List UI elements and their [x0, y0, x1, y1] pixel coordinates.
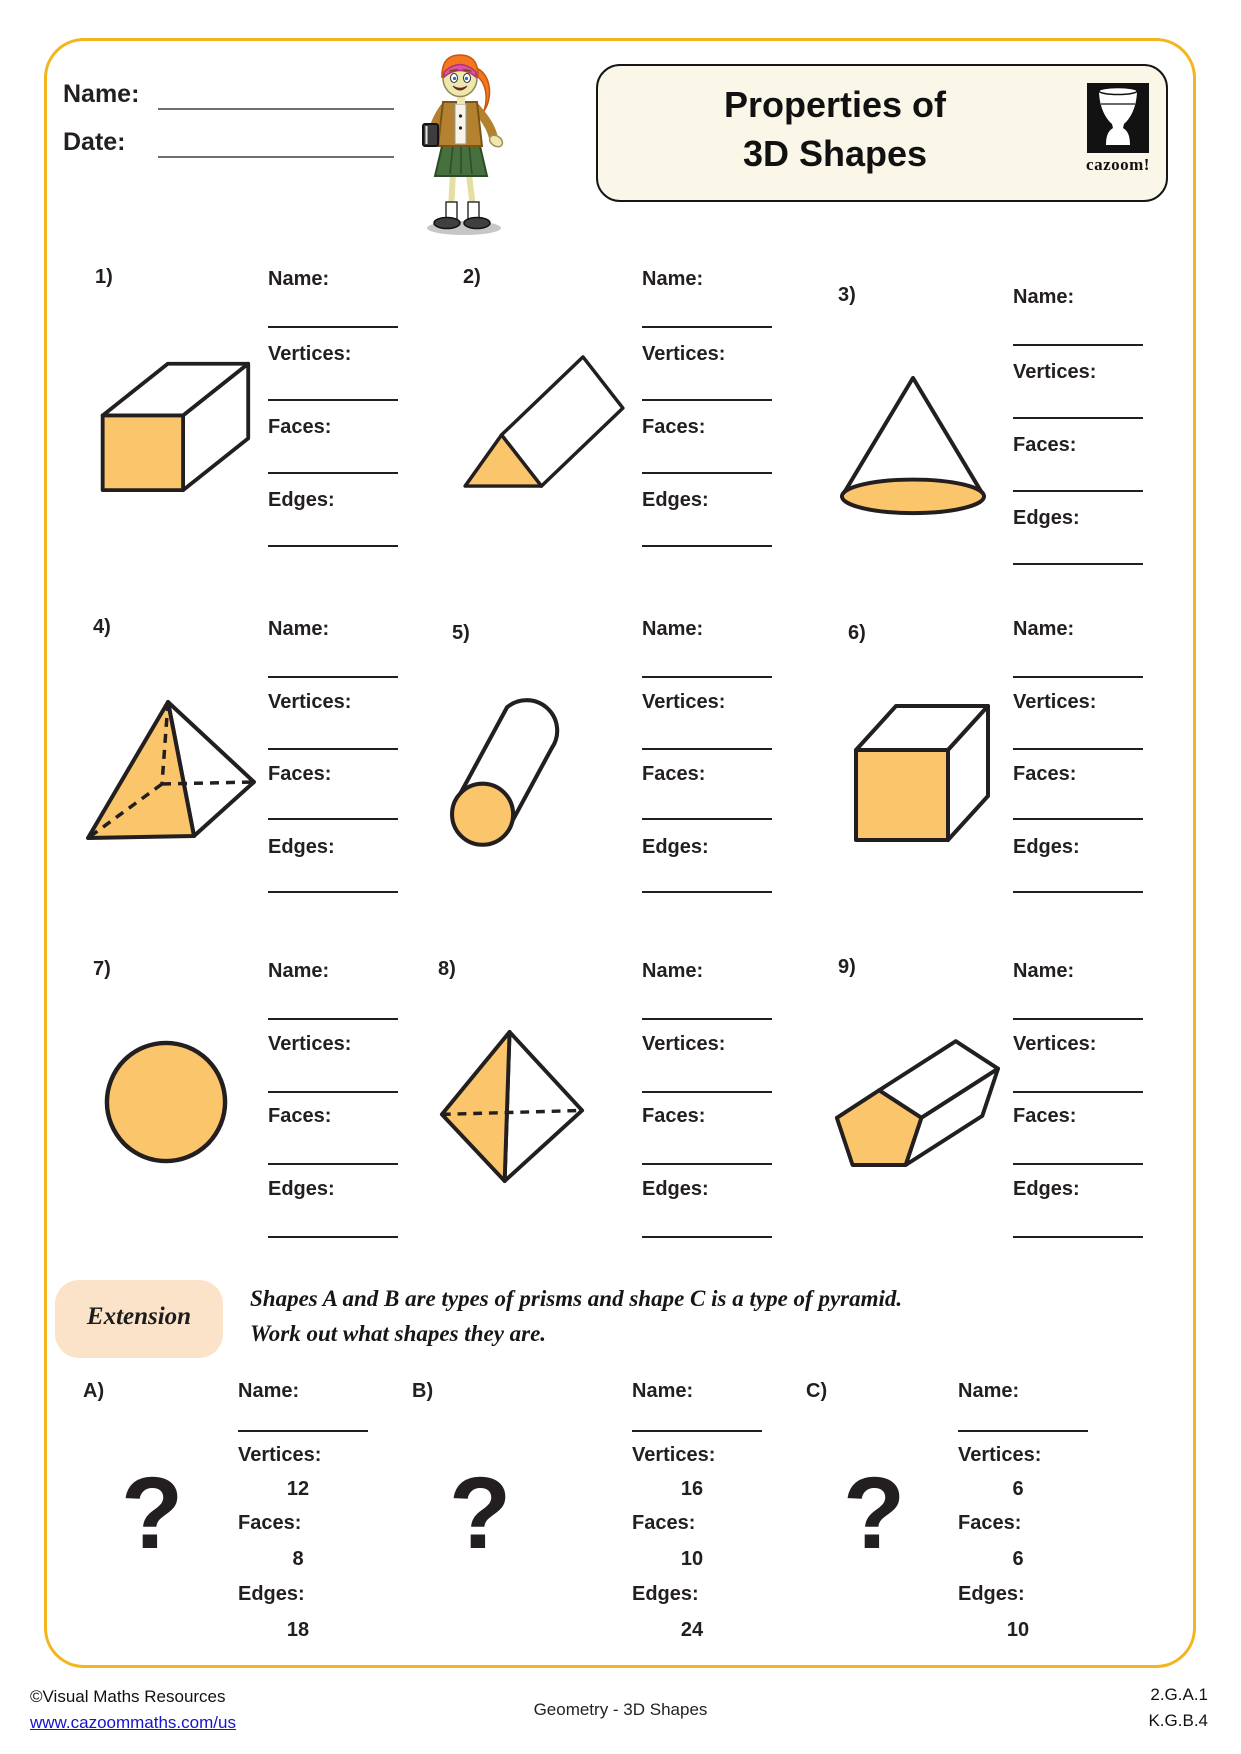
- q4-edges-line: [268, 891, 398, 893]
- ext-b-mystery-shape: ?: [448, 1456, 512, 1570]
- extension-instruction-line2: Work out what shapes they are.: [250, 1321, 547, 1346]
- q6-edges-label: Edges:: [1013, 836, 1080, 858]
- cartoon-girl-mascot: [408, 44, 510, 239]
- cube-shape: [850, 696, 990, 844]
- worksheet-title: [596, 80, 1074, 178]
- q5-faces-line: [642, 818, 772, 820]
- cylinder-shape: [450, 694, 564, 850]
- q3-faces-line: [1013, 490, 1143, 492]
- footer-topic: Geometry - 3D Shapes: [533, 1700, 708, 1719]
- ext-b-faces-value: 10: [680, 1548, 704, 1570]
- ext-c-vertices-label: Vertices:: [958, 1444, 1042, 1466]
- q2-vertices-label: Vertices:: [642, 343, 726, 365]
- q6-vertices-line: [1013, 748, 1143, 750]
- footer-standard-1: 2.G.A.1: [1150, 1685, 1208, 1704]
- q1-faces-line: [268, 472, 398, 474]
- ext-c-faces-label: Faces:: [958, 1512, 1022, 1534]
- q7-faces-label: Faces:: [268, 1105, 332, 1127]
- name-label: Name:: [63, 80, 140, 108]
- date-answer-line: [158, 156, 394, 158]
- q6-number: 6): [848, 622, 866, 644]
- footer-copyright: ©Visual Maths Resources: [30, 1687, 226, 1706]
- ext-b-faces-label: Faces:: [632, 1512, 696, 1534]
- ext-a-edges-label: Edges:: [238, 1583, 305, 1605]
- q1-edges-line: [268, 545, 398, 547]
- extension-badge-label: Extension: [86, 1303, 192, 1330]
- cazoom-logo-text: cazoom!: [1086, 155, 1150, 174]
- q5-edges-label: Edges:: [642, 836, 709, 858]
- cazoom-logo: [1083, 82, 1153, 175]
- ext-b-vertices-label: Vertices:: [632, 1444, 716, 1466]
- ext-a-letter: A): [83, 1380, 105, 1402]
- q1-vertices-line: [268, 399, 398, 401]
- extension-instruction-line1: Shapes A and B are types of prisms and shape C is a type of pyramid.: [250, 1286, 903, 1311]
- q4-number: 4): [93, 616, 111, 638]
- q4-name-line: [268, 676, 398, 678]
- q3-name-line: [1013, 344, 1143, 346]
- q6-name-label: Name:: [1013, 618, 1075, 640]
- q8-number: 8): [438, 958, 456, 980]
- q6-vertices-label: Vertices:: [1013, 691, 1097, 713]
- q1-faces-label: Faces:: [268, 416, 332, 438]
- q8-faces-line: [642, 1163, 772, 1165]
- q9-name-label: Name:: [1013, 960, 1075, 982]
- q9-number: 9): [838, 956, 856, 978]
- q8-name-label: Name:: [642, 960, 704, 982]
- ext-c-edges-value: 10: [1006, 1619, 1030, 1641]
- ext-c-edges-label: Edges:: [958, 1583, 1025, 1605]
- q8-vertices-line: [642, 1091, 772, 1093]
- q2-edges-label: Edges:: [642, 489, 709, 511]
- q6-faces-line: [1013, 818, 1143, 820]
- q4-name-label: Name:: [268, 618, 330, 640]
- q1-name-label: Name:: [268, 268, 330, 290]
- q9-vertices-line: [1013, 1091, 1143, 1093]
- q7-vertices-label: Vertices:: [268, 1033, 352, 1055]
- date-label: Date:: [63, 128, 126, 156]
- q7-faces-line: [268, 1163, 398, 1165]
- ext-c-name-line: [958, 1430, 1088, 1432]
- footer-website-link[interactable]: www.cazoommaths.com/us: [30, 1713, 236, 1732]
- q1-vertices-label: Vertices:: [268, 343, 352, 365]
- q2-faces-line: [642, 472, 772, 474]
- ext-b-edges-label: Edges:: [632, 1583, 699, 1605]
- ext-c-name-label: Name:: [958, 1380, 1020, 1402]
- q2-number: 2): [463, 266, 481, 288]
- q2-edges-line: [642, 545, 772, 547]
- ext-b-edges-value: 24: [680, 1619, 704, 1641]
- q7-edges-label: Edges:: [268, 1178, 335, 1200]
- name-answer-line: [158, 108, 394, 110]
- triangular-prism-shape: [458, 350, 630, 493]
- q5-vertices-line: [642, 748, 772, 750]
- ext-a-vertices-label: Vertices:: [238, 1444, 322, 1466]
- ext-b-name-label: Name:: [632, 1380, 694, 1402]
- cuboid-shape: [95, 356, 253, 495]
- square-pyramid-shape: [80, 694, 260, 844]
- q9-faces-line: [1013, 1163, 1143, 1165]
- q4-vertices-line: [268, 748, 398, 750]
- q8-faces-label: Faces:: [642, 1105, 706, 1127]
- q1-number: 1): [95, 266, 113, 288]
- ext-b-vertices-value: 16: [680, 1478, 704, 1500]
- q7-number: 7): [93, 958, 111, 980]
- q9-faces-label: Faces:: [1013, 1105, 1077, 1127]
- ext-b-name-line: [632, 1430, 762, 1432]
- q3-edges-label: Edges:: [1013, 507, 1080, 529]
- q9-edges-line: [1013, 1236, 1143, 1238]
- q2-name-label: Name:: [642, 268, 704, 290]
- ext-c-letter: C): [806, 1380, 828, 1402]
- q3-vertices-label: Vertices:: [1013, 361, 1097, 383]
- title-line-1: Properties of: [723, 84, 947, 125]
- ext-a-mystery-shape: ?: [120, 1456, 184, 1570]
- pentagonal-prism-shape: [828, 1034, 1000, 1182]
- q3-vertices-line: [1013, 417, 1143, 419]
- q4-vertices-label: Vertices:: [268, 691, 352, 713]
- sphere-shape: [102, 1038, 230, 1166]
- tetrahedron-shape: [436, 1026, 588, 1188]
- ext-a-edges-value: 18: [286, 1619, 310, 1641]
- q4-faces-line: [268, 818, 398, 820]
- q5-edges-line: [642, 891, 772, 893]
- cone-shape: [834, 372, 992, 520]
- q7-name-line: [268, 1018, 398, 1020]
- q5-name-line: [642, 676, 772, 678]
- q5-vertices-label: Vertices:: [642, 691, 726, 713]
- q2-vertices-line: [642, 399, 772, 401]
- q5-number: 5): [452, 622, 470, 644]
- q8-edges-label: Edges:: [642, 1178, 709, 1200]
- q5-name-label: Name:: [642, 618, 704, 640]
- q3-faces-label: Faces:: [1013, 434, 1077, 456]
- footer-standard-2: K.G.B.4: [1148, 1711, 1208, 1730]
- q5-faces-label: Faces:: [642, 763, 706, 785]
- ext-c-faces-value: 6: [1012, 1548, 1024, 1570]
- q9-name-line: [1013, 1018, 1143, 1020]
- q8-edges-line: [642, 1236, 772, 1238]
- q4-faces-label: Faces:: [268, 763, 332, 785]
- q3-edges-line: [1013, 563, 1143, 565]
- q8-name-line: [642, 1018, 772, 1020]
- q1-name-line: [268, 326, 398, 328]
- ext-c-mystery-shape: ?: [842, 1456, 906, 1570]
- ext-a-name-line: [238, 1430, 368, 1432]
- q9-edges-label: Edges:: [1013, 1178, 1080, 1200]
- q8-vertices-label: Vertices:: [642, 1033, 726, 1055]
- ext-a-vertices-value: 12: [286, 1478, 310, 1500]
- q2-faces-label: Faces:: [642, 416, 706, 438]
- q7-edges-line: [268, 1236, 398, 1238]
- q7-name-label: Name:: [268, 960, 330, 982]
- ext-a-faces-value: 8: [292, 1548, 304, 1570]
- q1-edges-label: Edges:: [268, 489, 335, 511]
- title-line-2: 3D Shapes: [742, 133, 928, 174]
- q3-name-label: Name:: [1013, 286, 1075, 308]
- ext-a-name-label: Name:: [238, 1380, 300, 1402]
- q2-name-line: [642, 326, 772, 328]
- q9-vertices-label: Vertices:: [1013, 1033, 1097, 1055]
- ext-c-vertices-value: 6: [1012, 1478, 1024, 1500]
- ext-a-faces-label: Faces:: [238, 1512, 302, 1534]
- q6-faces-label: Faces:: [1013, 763, 1077, 785]
- q6-edges-line: [1013, 891, 1143, 893]
- q7-vertices-line: [268, 1091, 398, 1093]
- q6-name-line: [1013, 676, 1143, 678]
- q3-number: 3): [838, 284, 856, 306]
- cazoom-drum-icon: [1086, 82, 1150, 154]
- ext-b-letter: B): [412, 1380, 434, 1402]
- q4-edges-label: Edges:: [268, 836, 335, 858]
